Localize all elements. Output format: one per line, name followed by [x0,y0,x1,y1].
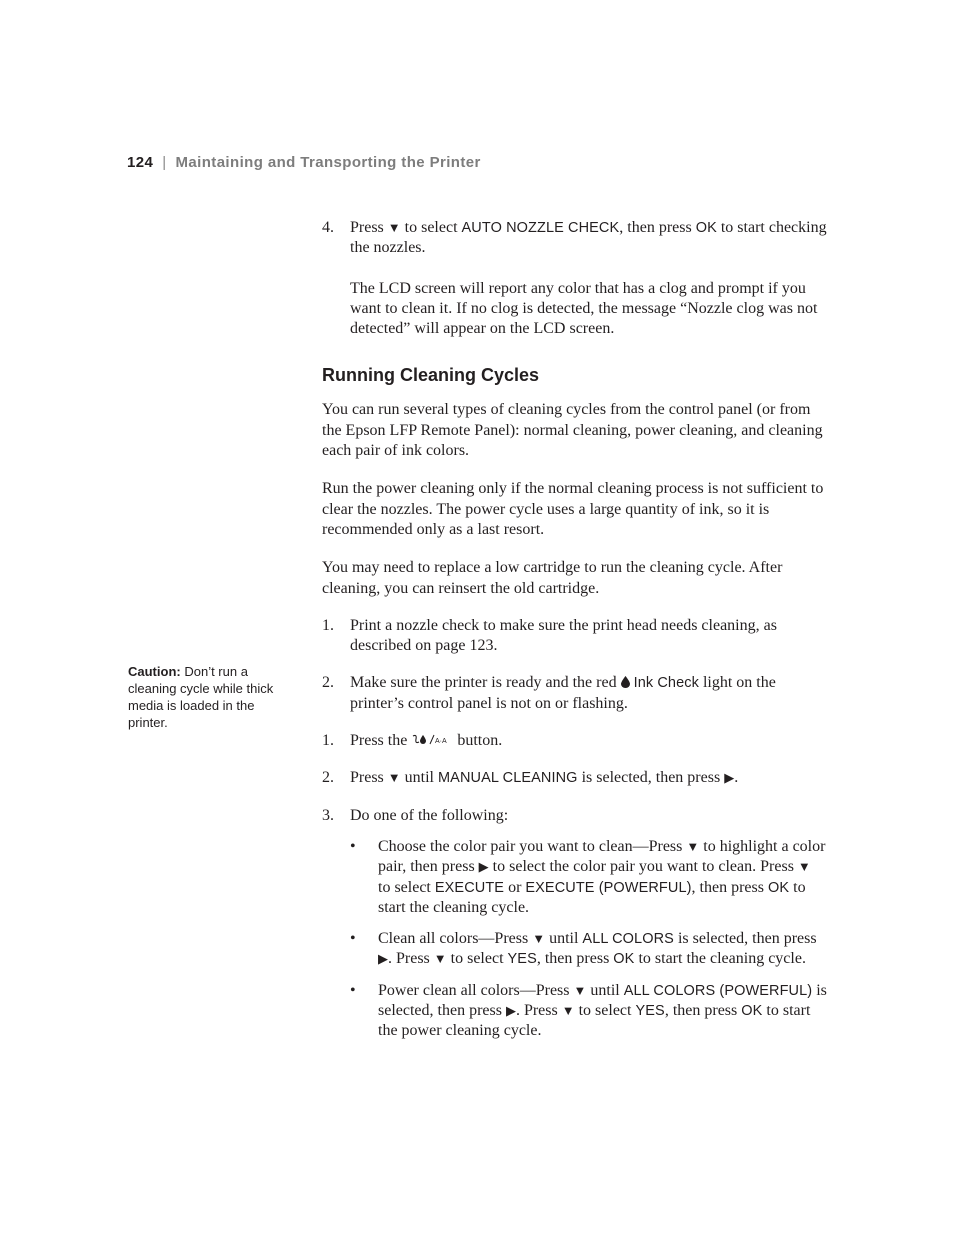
step-b1 [322,731,827,751]
text-run: button. [453,732,503,750]
step-b2 [322,768,827,788]
lcd-text: Ink Check [633,675,699,692]
step-1 [322,616,827,657]
lcd-text: AUTO NOZZLE CHECK [461,220,620,236]
right-arrow-icon: ▶ [505,1003,516,1019]
lcd-text: OK [741,1003,763,1020]
page-number: 124 [127,154,154,171]
body-paragraph: Run the power cleaning only if the normal cleaning process is not sufficient to clear the nozzles. The power cycle uses a large quantity of ink, so it is recommended only as a last resort. [322,480,824,538]
caution-label: Caution: [128,664,181,679]
text-run: Make sure the printer is ready and the red [350,674,621,692]
text-run: to start the cleaning cycle. [378,878,806,916]
step-text: Print a nozzle check to make sure the print head needs cleaning, as described on page 123. [350,616,777,655]
text-run: , then press [664,1002,742,1020]
bullet-symbol: • [350,837,356,855]
text-run: . [734,769,739,787]
bullet-symbol: • [350,981,356,999]
body-paragraph: You can run several types of cleaning cycles from the control panel (or from the Epson LFP Remote Panel): normal cleaning, power cleaning, and cleaning each pair of ink colors. [322,401,823,460]
text-run: is selected, then press [577,769,725,787]
step-number: 3. [322,806,334,824]
running-header [127,154,481,171]
text-run: until [545,930,583,948]
section-heading: Running Cleaning Cycles [322,365,540,386]
step-text [350,768,827,788]
lcd-text: OK [767,879,790,896]
text-run: is selected, then press [673,930,817,948]
down-arrow-icon: ▼ [433,951,447,967]
step-number: 1. [322,616,334,634]
right-arrow-icon: ▶ [378,951,388,967]
step-b3 [322,806,827,826]
down-arrow-icon: ▼ [561,1003,575,1019]
text-run: to select the color pair you want to clean. Press [488,858,798,876]
step-2 [322,673,827,714]
down-arrow-icon: ▼ [532,931,546,947]
text-run: to highlight a color pair, then press [378,837,826,876]
chapter-title: Maintaining and Transporting the Printer [175,154,481,171]
down-arrow-icon: ▼ [387,220,401,235]
text-run: to start checking the nozzles. [350,219,827,257]
right-arrow-icon: ▶ [478,859,489,875]
down-arrow-icon: ▼ [686,838,700,854]
step-text [350,218,827,259]
caution-note [128,663,280,731]
lcd-text: YES [507,951,537,968]
bullet-clean-all [322,929,827,970]
step-4 [322,218,827,259]
text-run: to select [446,950,508,968]
cleaning-button-icon [411,732,453,749]
step-number: 1. [322,732,334,750]
text-run: Choose the color pair you want to clean—Press [378,837,687,855]
text-run: Power clean all colors—Press [378,981,574,999]
main-content [322,218,827,1042]
text-run: , then press [691,878,768,896]
step-text [350,673,827,714]
lcd-text: EXECUTE (POWERFUL) [525,879,692,896]
bullet-text [378,929,827,970]
text-run: to select [378,878,435,896]
bullet-color-pair [322,837,827,918]
down-arrow-icon: ▼ [387,770,401,786]
down-arrow-icon: ▼ [573,982,587,998]
text-run: to select [574,1002,636,1020]
lcd-text: OK [613,951,635,968]
caution-text: Don’t run a cleaning cycle while thick media is loaded in the printer. [128,664,274,730]
text-run: to start the cleaning cycle. [634,950,806,968]
step-text: Do one of the following: [350,806,509,824]
text-run: until [586,981,624,999]
header-separator: | [162,154,167,171]
text-run: , then press [619,219,696,236]
lcd-text: YES [635,1003,665,1020]
text-run: . Press [515,1002,562,1020]
down-arrow-icon: ▼ [797,859,811,875]
text-run: . Press [388,950,434,968]
bullet-text [378,837,827,918]
text-run: to select [400,219,462,236]
text-run: is selected, then press [378,981,827,1020]
body-paragraph: You may need to replace a low cartridge to run the cleaning cycle. After cleaning, you can reinsert the old cartridge. [322,559,783,597]
svg-text:A·A: A·A [435,738,447,746]
lcd-text: ALL COLORS [582,931,674,948]
lcd-text: EXECUTE [434,879,505,896]
lcd-text: ALL COLORS (POWERFUL) [623,982,813,999]
bullet-power-clean [322,981,827,1042]
bullet-text [378,981,827,1042]
text-run: Press [350,769,388,787]
text-run: Clean all colors—Press [378,930,533,948]
bullet-symbol: • [350,930,356,948]
step-number: 2. [322,769,334,787]
text-run: until [400,769,438,787]
right-arrow-icon: ▶ [724,770,735,786]
text-run: Press [350,219,388,236]
step-text [350,731,827,751]
step-number: 2. [322,674,334,692]
text-run: Press the [350,732,412,750]
text-run: , then press [536,950,614,968]
text-run: to start the power cleaning cycle. [378,1002,811,1040]
text-run: light on the printer’s control panel is not on or flashing. [350,674,776,712]
ink-drop-icon [621,674,630,691]
lcd-text: MANUAL CLEANING [438,770,578,787]
lcd-text: OK [695,220,717,236]
lcd-report-paragraph: The LCD screen will report any color that has a clog and prompt if you want to clean it. If no clog is detected, the message “Nozzle clog was not detected” will appear on the LCD screen. [350,279,818,338]
step-number: 4. [322,219,334,236]
text-run: or [504,878,526,896]
